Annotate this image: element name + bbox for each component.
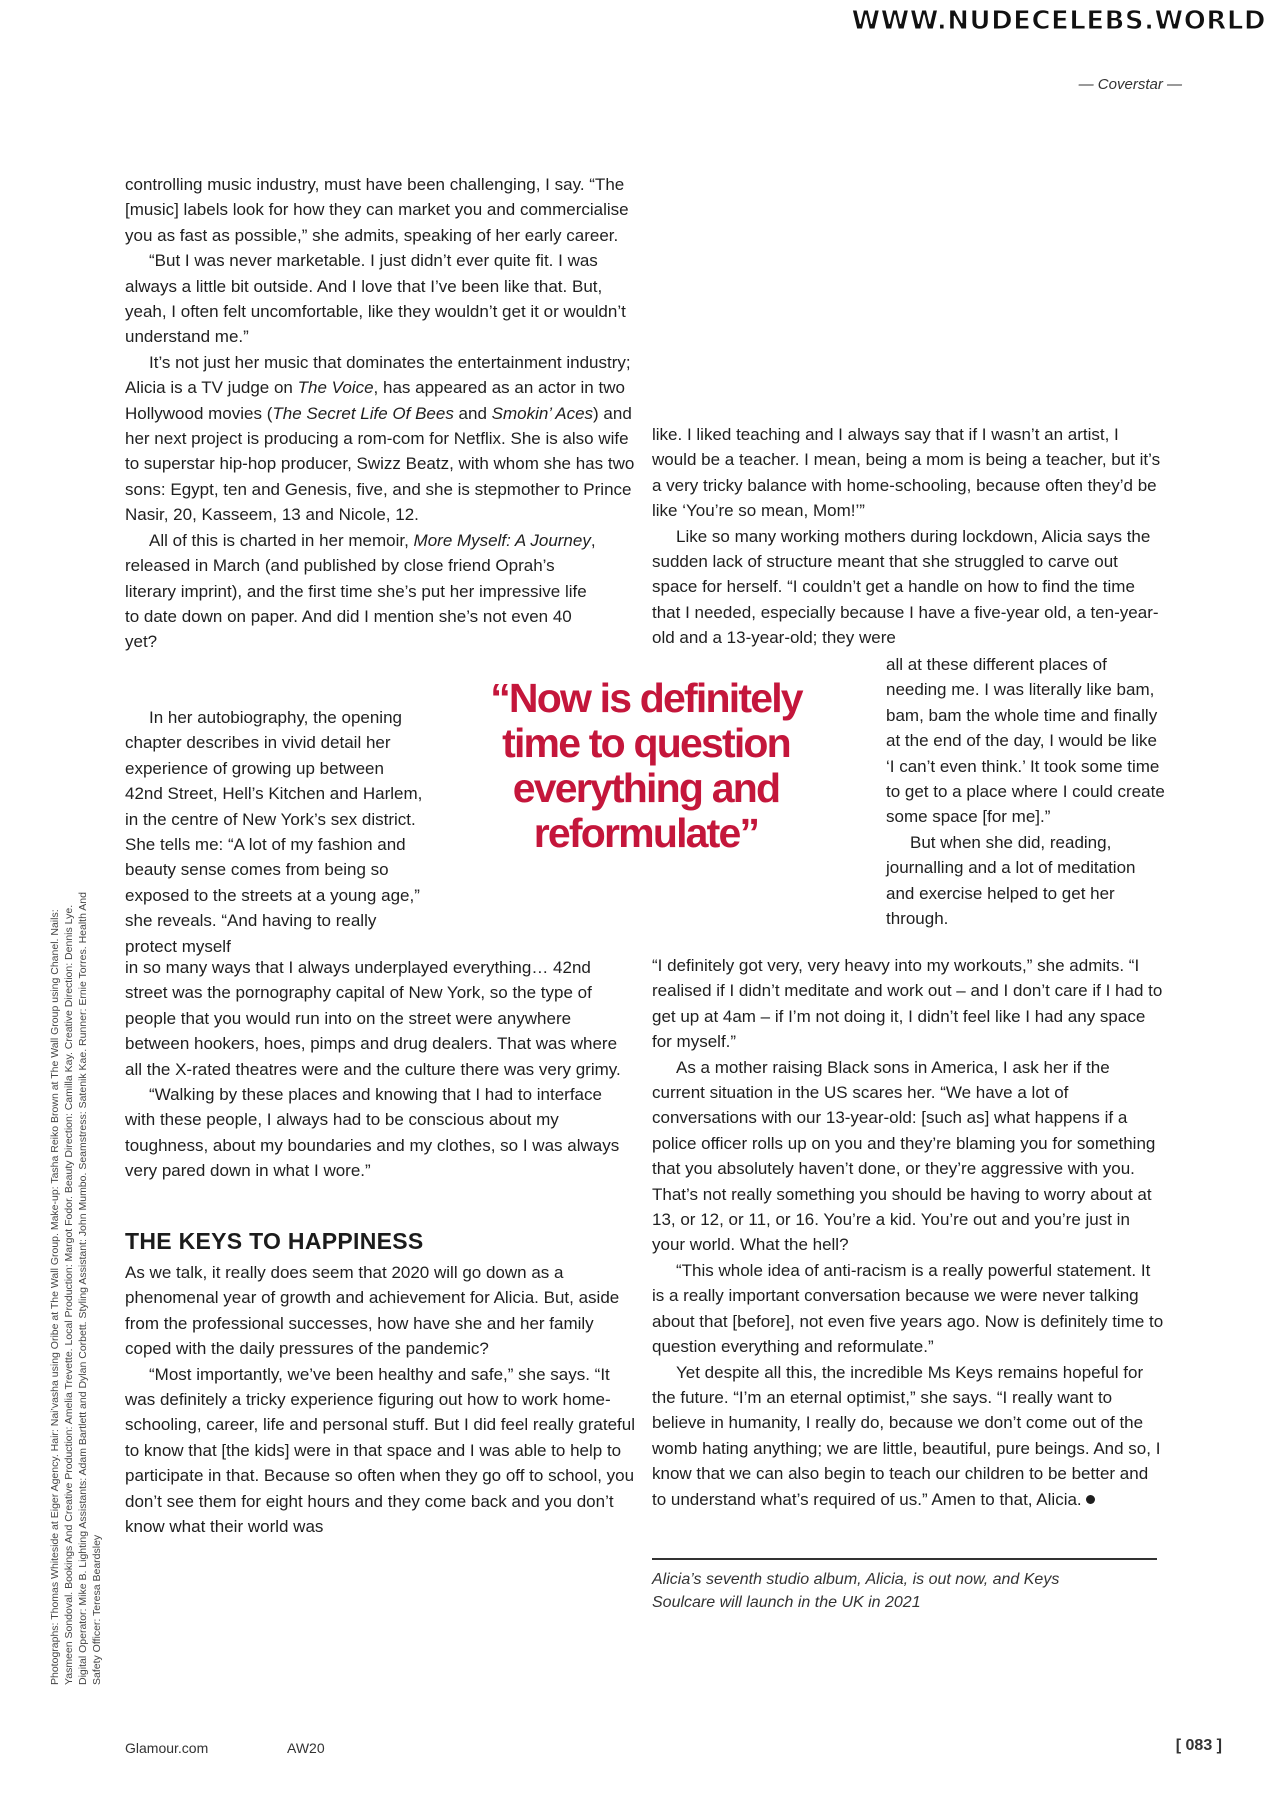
pull-quote: “Now is definitely time to question everything and reformulate” [490,675,802,856]
watermark: WWW.NUDECELEBS.WORLD [851,6,1266,36]
paragraph [125,350,635,528]
footer-site: Glamour.com [125,1740,209,1756]
caption-divider [652,1558,1157,1560]
paragraph: Like so many working mothers during lockdown, Alicia says the sudden lack of structure meant that she struggled to carve out space for herself. “I couldn’t get a handle on how to find the time that I needed, especially because I have a five-year old, a ten-year-old and a 13-year-old; they were [652,526,1159,648]
paragraph: As we talk, it really does seem that 2020 will go down as a phenomenal year of growth and achievement for Alicia. But, aside from the professional successes, how have she and her family coped with the daily pressures of the pandemic? [125,1263,620,1359]
book-title: More Myself: A Journey [413,530,591,550]
text-run: ) and her next project is producing a rom-com for Netflix. She is also wife to superstar hip-hop producer, Swizz Beatz, with whom she has two sons: Egypt, ten and Genesis, five, and she is stepmother to Prince Nasir, 20, Kasseem, 13 and Nicole, 12. [125,403,635,525]
paragraph: like. I liked teaching and I always say that if I wasn’t an artist, I would be a teacher. I mean, being a mom is being a teacher, but it’s a very tricky balance with home-schooling, because often they’d be like ‘You’re so mean, Mom!’” [652,425,1161,521]
paragraph: in so many ways that I always underplayed everything… 42nd street was the pornography capital of New York, so the type of people that you would run into on the street were anywhere between hookers, hoes, pimps and drug dealers. That was where all the X-rated theatres were and the culture there was very grimy. [125,958,621,1079]
paragraph: As a mother raising Black sons in America, I ask her if the current situation in the US scares her. “We have a lot of conversations with our 13-year-old: [such as] what happens if a police officer rolls up on you and they’re blaming you for something that you absolutely haven’t done, or they’re aggressive with you. That’s not really something you should be having to worry about at 13, or 12, or 11, or 16. You’re a kid. You’re out and you’re just in your world. What the hell? [652,1057,1156,1255]
paragraph: “I definitely got very, very heavy into my workouts,” she admits. “I realised if I didn’t meditate and work out – and I don’t care if I had to get up at 4am – if I’m not doing it, I didn’t feel like I had any space for myself.” [652,956,1163,1052]
caption: Alicia’s seventh studio album, Alicia, is out now, and Keys Soulcare will launch in the UK in 2021 [652,1571,1060,1611]
page-number: [ 083 ] [1175,1737,1222,1754]
paragraph: “Most importantly, we’ve been healthy and safe,” she says. “It was definitely a tricky experience figuring out how to work home-schooling, career, life and personal stuff. But I did feel really grateful to know that [the kids] were in that space and I was able to help to participate in that. Because so often when they go off to school, you don’t see them for eight hours and they come back and you don’t know what their world was [125,1364,635,1537]
paragraph: “Walking by these places and knowing that I had to interface with these people, I always had to be conscious about my toughness, about my boundaries and my clothes, so I was always very pared down in what I wore.” [125,1085,620,1181]
text-run: , has appeared as an actor in two Hollywood movies ( [125,378,625,423]
photo-credits: Photographs: Thomas Whiteside at Eiger Agency. Hair: Nai’vasha using Oribe at The Wall Group. Make-up: Tasha Reiko Brown at The Wall Group using Chanel. Nails: Yasmeen Sondoval. Bookings And Creative Production: Amelia Trevette. Local Production: Margot Fodor. Beauty Direction: Camilla Kay. Creative Direction: Dennis Lye. Digital Operator: Mike B. Lighting Assistants: Adam Bartlett and Dylan Corbett. Styling Assistant: John Mumbo. Seamstress: Satenik Kae. Runner: Ernie Torres. Health And Safety Officer: Teresa Beardsley [49,892,103,1685]
right-column-bottom [652,953,1164,1512]
paragraph [652,1360,1164,1512]
paragraph [125,528,605,655]
paragraph: “But I was never marketable. I just didn’t ever quite fit. I was always a little bit outside. And I love that I’ve been like that. But, yeah, I often felt uncomfortable, like they wouldn’t get it or wouldn’t understand me.” [125,251,626,347]
paragraph: controlling music industry, must have been challenging, I say. “The [music] labels look for how they can market you and commercialise you as fast as possible,” she admits, speaking of her early career. [125,175,629,245]
paragraph: But when she did, reading, journalling and a lot of meditation and exercise helped to get her through. [886,832,1136,929]
right-column-top [652,422,1162,651]
text-run: Yet despite all this, the incredible Ms Keys remains hopeful for the future. “I’m an eternal optimist,” she says. “I really want to believe in humanity, I really do, because we don’t come out of the womb hating anything; we are little, beautiful, pure beings. And so, I know that we can also begin to teach our children to be better and to understand what’s required of us.” Amen to that, Alicia. [652,1362,1161,1509]
right-column-narrow [886,652,1166,931]
left-column-narrow [125,705,425,959]
film-title: Smokin’ Aces [491,403,594,423]
end-mark-icon [1086,1495,1095,1504]
left-column-top [125,172,635,655]
text-run: All of this is charted in her memoir, [149,530,414,550]
paragraph: all at these different places of needing me. I was literally like bam, bam, bam the whole time and finally at the end of the day, I would be like ‘I can’t even think.’ It took some time to get to a place where I could create some space [for me].” [886,655,1165,827]
footer-issue: AW20 [287,1740,325,1756]
show-title: The Voice [297,378,374,398]
text-run: It’s not just her music that dominates the entertainment industry; Alicia is a TV judge on [125,352,631,398]
keys-section-body [125,1260,635,1539]
left-column-bottom [125,955,635,1184]
section-heading: THE KEYS TO HAPPINESS [125,1228,424,1254]
film-title: The Secret Life Of Bees [272,403,454,423]
paragraph: In her autobiography, the opening chapter describes in vivid detail her experience of growing up between 42nd Street, Hell’s Kitchen and Harlem, in the centre of New York’s sex district. She tells me: “A lot of my fashion and beauty sense comes from being so exposed to the streets at a young age,” she reveals. “And having to really protect myself [125,708,423,956]
text-run: , released in March (and published by close friend Oprah’s literary imprint), and the first time she’s put her impressive life to date down on paper. And did I mention she’s not even 40 yet? [125,530,596,652]
text-run: and [453,403,492,423]
paragraph: “This whole idea of anti-racism is a really powerful statement. It is a really important conversation because we were never talking about that [before], not even five years ago. Now is definitely time to question everything and reformulate.” [652,1260,1164,1357]
section-label: — Coverstar — [1078,76,1182,93]
